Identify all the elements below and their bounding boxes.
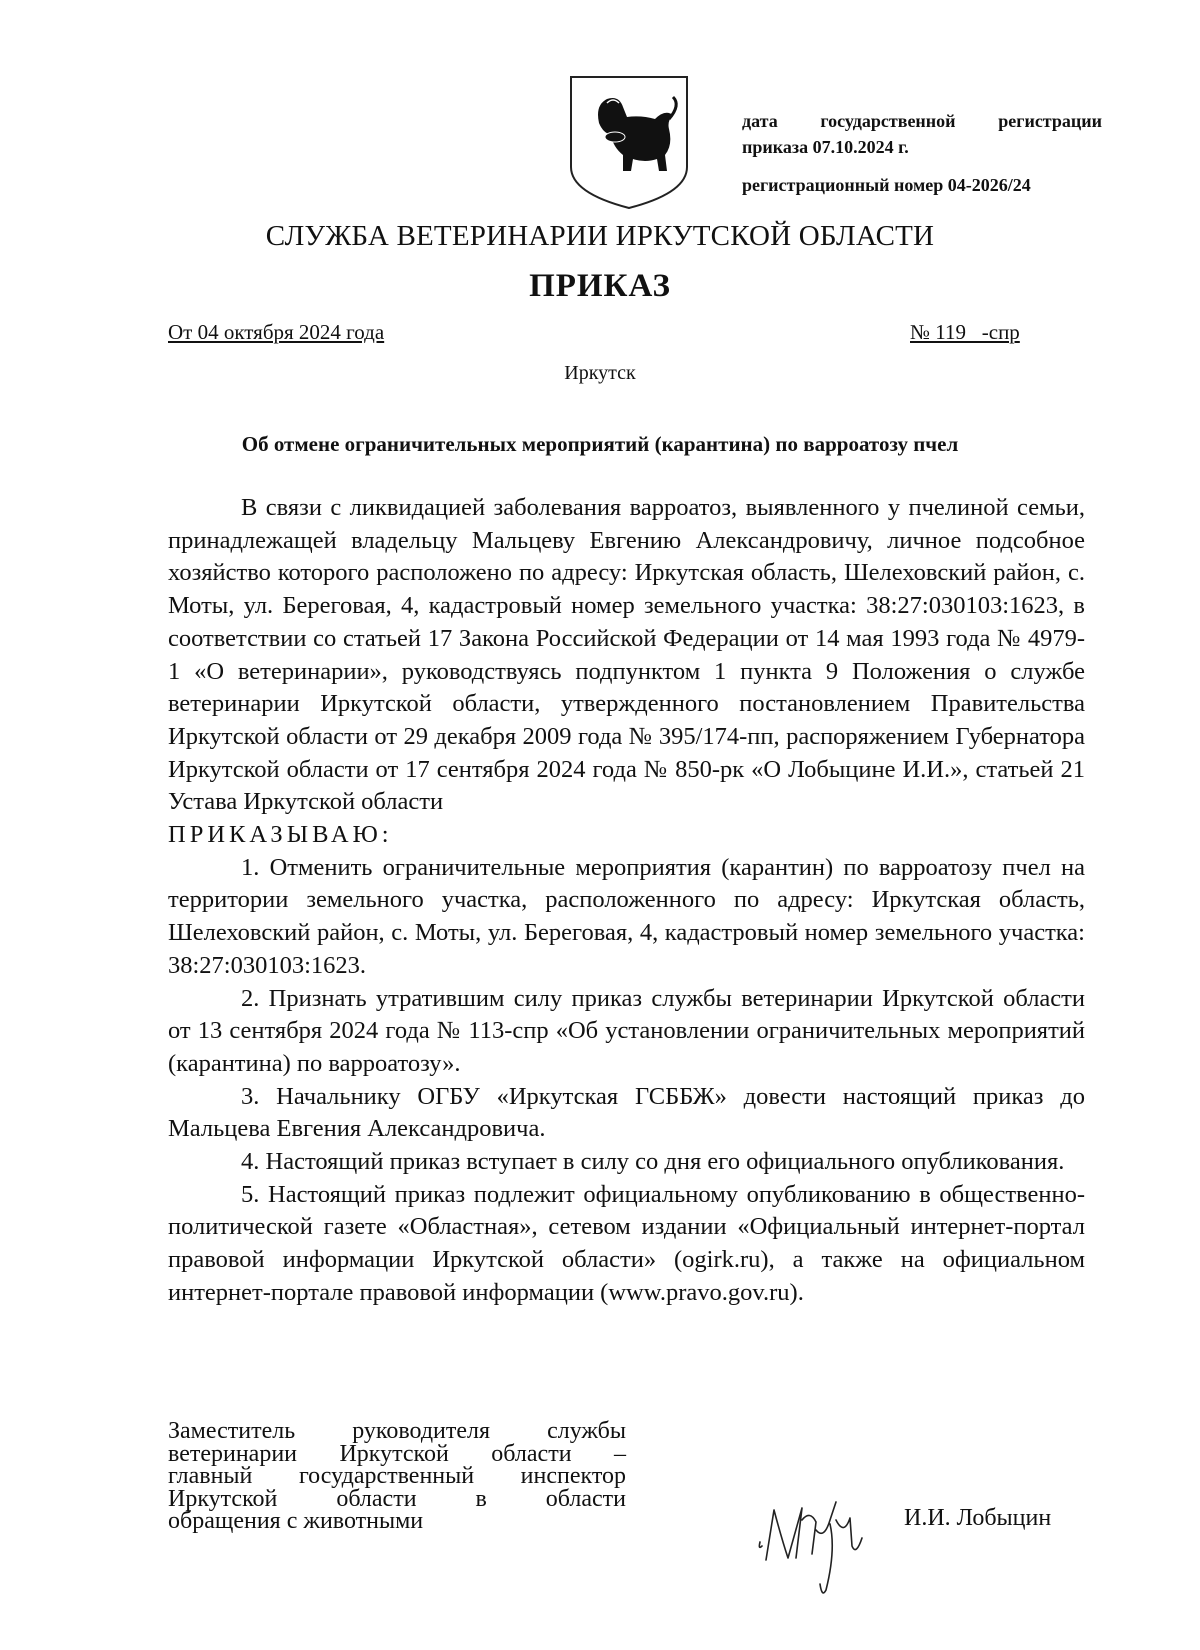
signer-position-line: Заместитель руководителя службы [168,1418,626,1444]
order-number: № 119 -спр [910,320,1020,344]
signer-position-line: обращения с животными [168,1508,424,1534]
order-item-4: 4. Настоящий приказ вступает в силу со дня его официального опубликования. [241,1148,1065,1176]
document-type: ПРИКАЗ [529,268,671,304]
signer-position-line: ветеринарии Иркутской области – [168,1440,626,1467]
order-item-1: 1. Отменить ограничительные мероприятия (карантин) по варроатозу пчел на территории земельного участка, расположенного по адресу: Иркутская область, Шелеховский район, с. Моты, ул. Береговая, 4, кадастровый номер земельного участка: 38:27:030103:1623. [168,853,1085,979]
order-item-5: 5. Настоящий приказ подлежит официальному опубликованию в общественно-политической газете «Областная», сетевом издании «Официальный интернет-портал правовой информации Иркутской области» (ogirk.ru), а также на официальном интернет-портале правовой информации (www.pravo.gov.ru). [168,1180,1085,1306]
order-subject: Об отмене ограничительных мероприятий (карантина) по варроатозу пчел [241,432,959,456]
signer-position-line: главный государственный инспектор [168,1463,626,1489]
agency-name: СЛУЖБА ВЕТЕРИНАРИИ ИРКУТСКОЙ ОБЛАСТИ [265,220,935,252]
order-item-2: 2. Признать утратившим силу приказ службы ветеринарии Иркутской области от 13 сентября 2024 года № 113-спр «Об установлении ограничительных мероприятий (карантина) по варроатозу». [168,984,1085,1077]
signer-position-line: Иркутской области в области [168,1485,626,1512]
handwritten-signature-icon [752,1480,912,1600]
registration-block [742,108,1102,198]
signer-position [168,1420,626,1533]
order-date: От 04 октября 2024 года [168,320,385,344]
order-item-3: 3. Начальнику ОГБУ «Иркутская ГСББЖ» довести настоящий приказ до Мальцева Евгения Александровича. [168,1082,1085,1143]
preamble-paragraph: В связи с ликвидацией заболевания варроатоз, выявленного у пчелиной семьи, принадлежащей владельцу Мальцеву Евгению Александровичу, личное подсобное хозяйство которого расположено по адресу: Иркутская область, Шелеховский район, с. Моты, ул. Береговая, 4, кадастровый номер земельного участка: 38:27:030103:1623, в соответствии со статьей 17 Закона Российской Федерации от 14 мая 1993 года № 4979-1 «О ветеринарии», руководствуясь подпунктом 1 пункта 9 Положения о службе ветеринарии Иркутской области, утвержденного постановлением Правительства Иркутской области от 29 декабря 2009 года № 395/174-пп, распоряжением Губернатора Иркутской области от 17 сентября 2024 года № 850-рк «О Лобыцине И.И.», статьей 21 Устава Иркутской области [168,494,1085,816]
signer-name: И.И. Лобыцин [904,1505,1052,1531]
coat-of-arms-icon [569,75,689,210]
registration-date: приказа 07.10.2024 г. [742,137,909,157]
order-word: ПРИКАЗЫВАЮ: [168,821,393,849]
document-body [168,492,1085,1310]
city: Иркутск [564,362,636,384]
registration-number: регистрационный номер 04-2026/24 [742,175,1031,195]
registration-date-label: дата государственной регистрации [742,111,1102,131]
